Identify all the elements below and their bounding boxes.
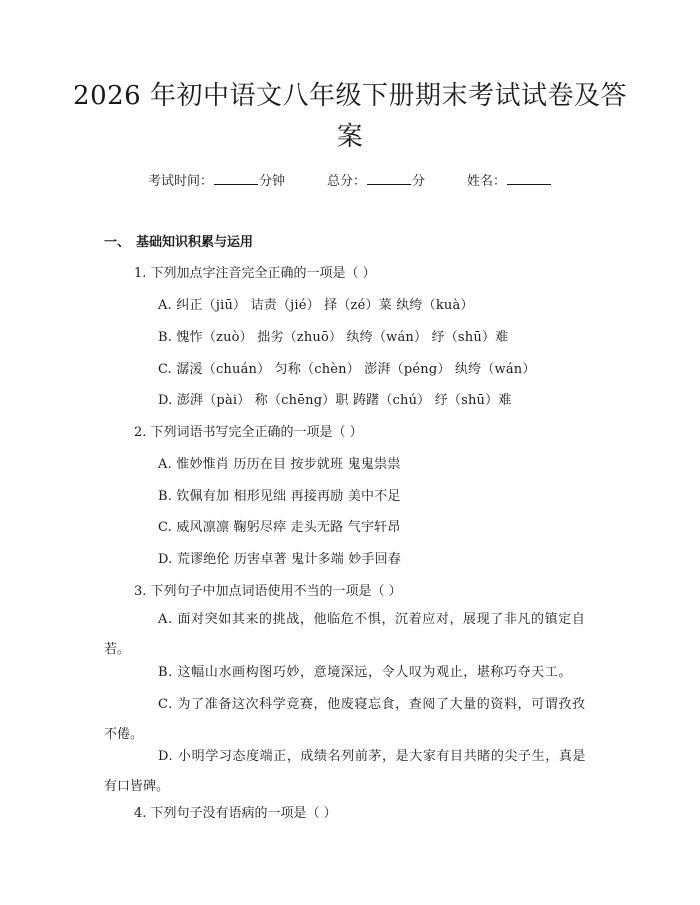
section-number: 一、 <box>104 235 131 250</box>
question-3-option-b-line1: B. 这幅山水画构图巧妙，意境深远，令人叹为观止，堪称巧夺天工。 <box>158 665 573 680</box>
question-3-option-d <box>104 742 598 802</box>
exam-time-label: 考试时间： <box>147 174 213 189</box>
exam-time-blank <box>214 172 258 185</box>
name-field <box>467 170 552 189</box>
question-3-option-a <box>104 605 598 665</box>
exam-title: 2026 年初中语文八年级下册期末考试试卷及答案 <box>73 81 627 152</box>
total-score-blank <box>367 172 411 185</box>
question-3-option-a-line1: A. 面对突如其来的挑战，他临危不惧，沉着应对，展现了非凡的镇定自 <box>158 612 586 627</box>
question-1-option-d: D. 澎湃（pài） 称（chēng）职 踌躇（chú） 纾（shū）难 <box>158 393 512 408</box>
question-3-option-c <box>104 690 598 750</box>
question-4-stem: 4. 下列句子没有语病的一项是（ ） <box>134 806 337 821</box>
name-label: 姓名： <box>467 174 507 189</box>
question-2-option-d: D. 荒谬绝伦 历害卓著 鬼计多端 妙手回春 <box>158 552 402 567</box>
question-2-option-c: C. 威风凛凛 鞠躬尽瘁 走头无路 气宇轩昂 <box>158 520 401 535</box>
exam-time-field <box>148 170 285 189</box>
question-1-option-c: C. 潺湲（chuán） 匀称（chèn） 澎湃（péng） 纨绔（wán） <box>158 362 536 377</box>
total-score-field <box>327 170 425 189</box>
question-2-option-b: B. 钦佩有加 相形见绌 再接再励 美中不足 <box>158 489 401 504</box>
name-blank <box>507 172 551 185</box>
question-1-stem: 1. 下列加点字注音完全正确的一项是（ ） <box>134 266 376 281</box>
question-1-option-b: B. 愧怍（zuò） 拙劣（zhuō） 纨绔（wán） 纾（shū）难 <box>158 330 509 345</box>
section-heading <box>104 231 253 250</box>
question-3-option-d-line1: D. 小明学习态度端正，成绩名列前茅，是大家有目共睹的尖子生，真是 <box>158 749 587 764</box>
question-3-option-c-line2: 不倦。 <box>104 727 144 742</box>
question-1-option-a: A. 纠正（jiū） 诘责（jié） 择（zé）菜 纨绔（kuà） <box>158 298 474 313</box>
question-3-option-a-line2: 若。 <box>104 642 131 657</box>
section-title-text: 基础知识积累与运用 <box>136 235 254 250</box>
total-score-unit: 分 <box>412 174 426 189</box>
total-score-label: 总分： <box>326 174 366 189</box>
question-3-option-b <box>104 658 598 688</box>
question-3-option-d-line2: 有口皆碑。 <box>104 779 170 794</box>
question-2-option-a: A. 惟妙惟肖 历历在目 按步就班 鬼鬼祟祟 <box>158 457 401 472</box>
question-3-option-c-line1: C. 为了准备这次科学竞赛，他废寝忘食，查阅了大量的资料，可谓孜孜 <box>158 697 586 712</box>
question-2-stem: 2. 下列词语书写完全正确的一项是（ ） <box>134 425 363 440</box>
question-3-stem: 3. 下列句子中加点词语使用不当的一项是（ ） <box>134 584 402 599</box>
exam-time-unit: 分钟 <box>258 174 285 189</box>
exam-info-line <box>0 170 700 189</box>
